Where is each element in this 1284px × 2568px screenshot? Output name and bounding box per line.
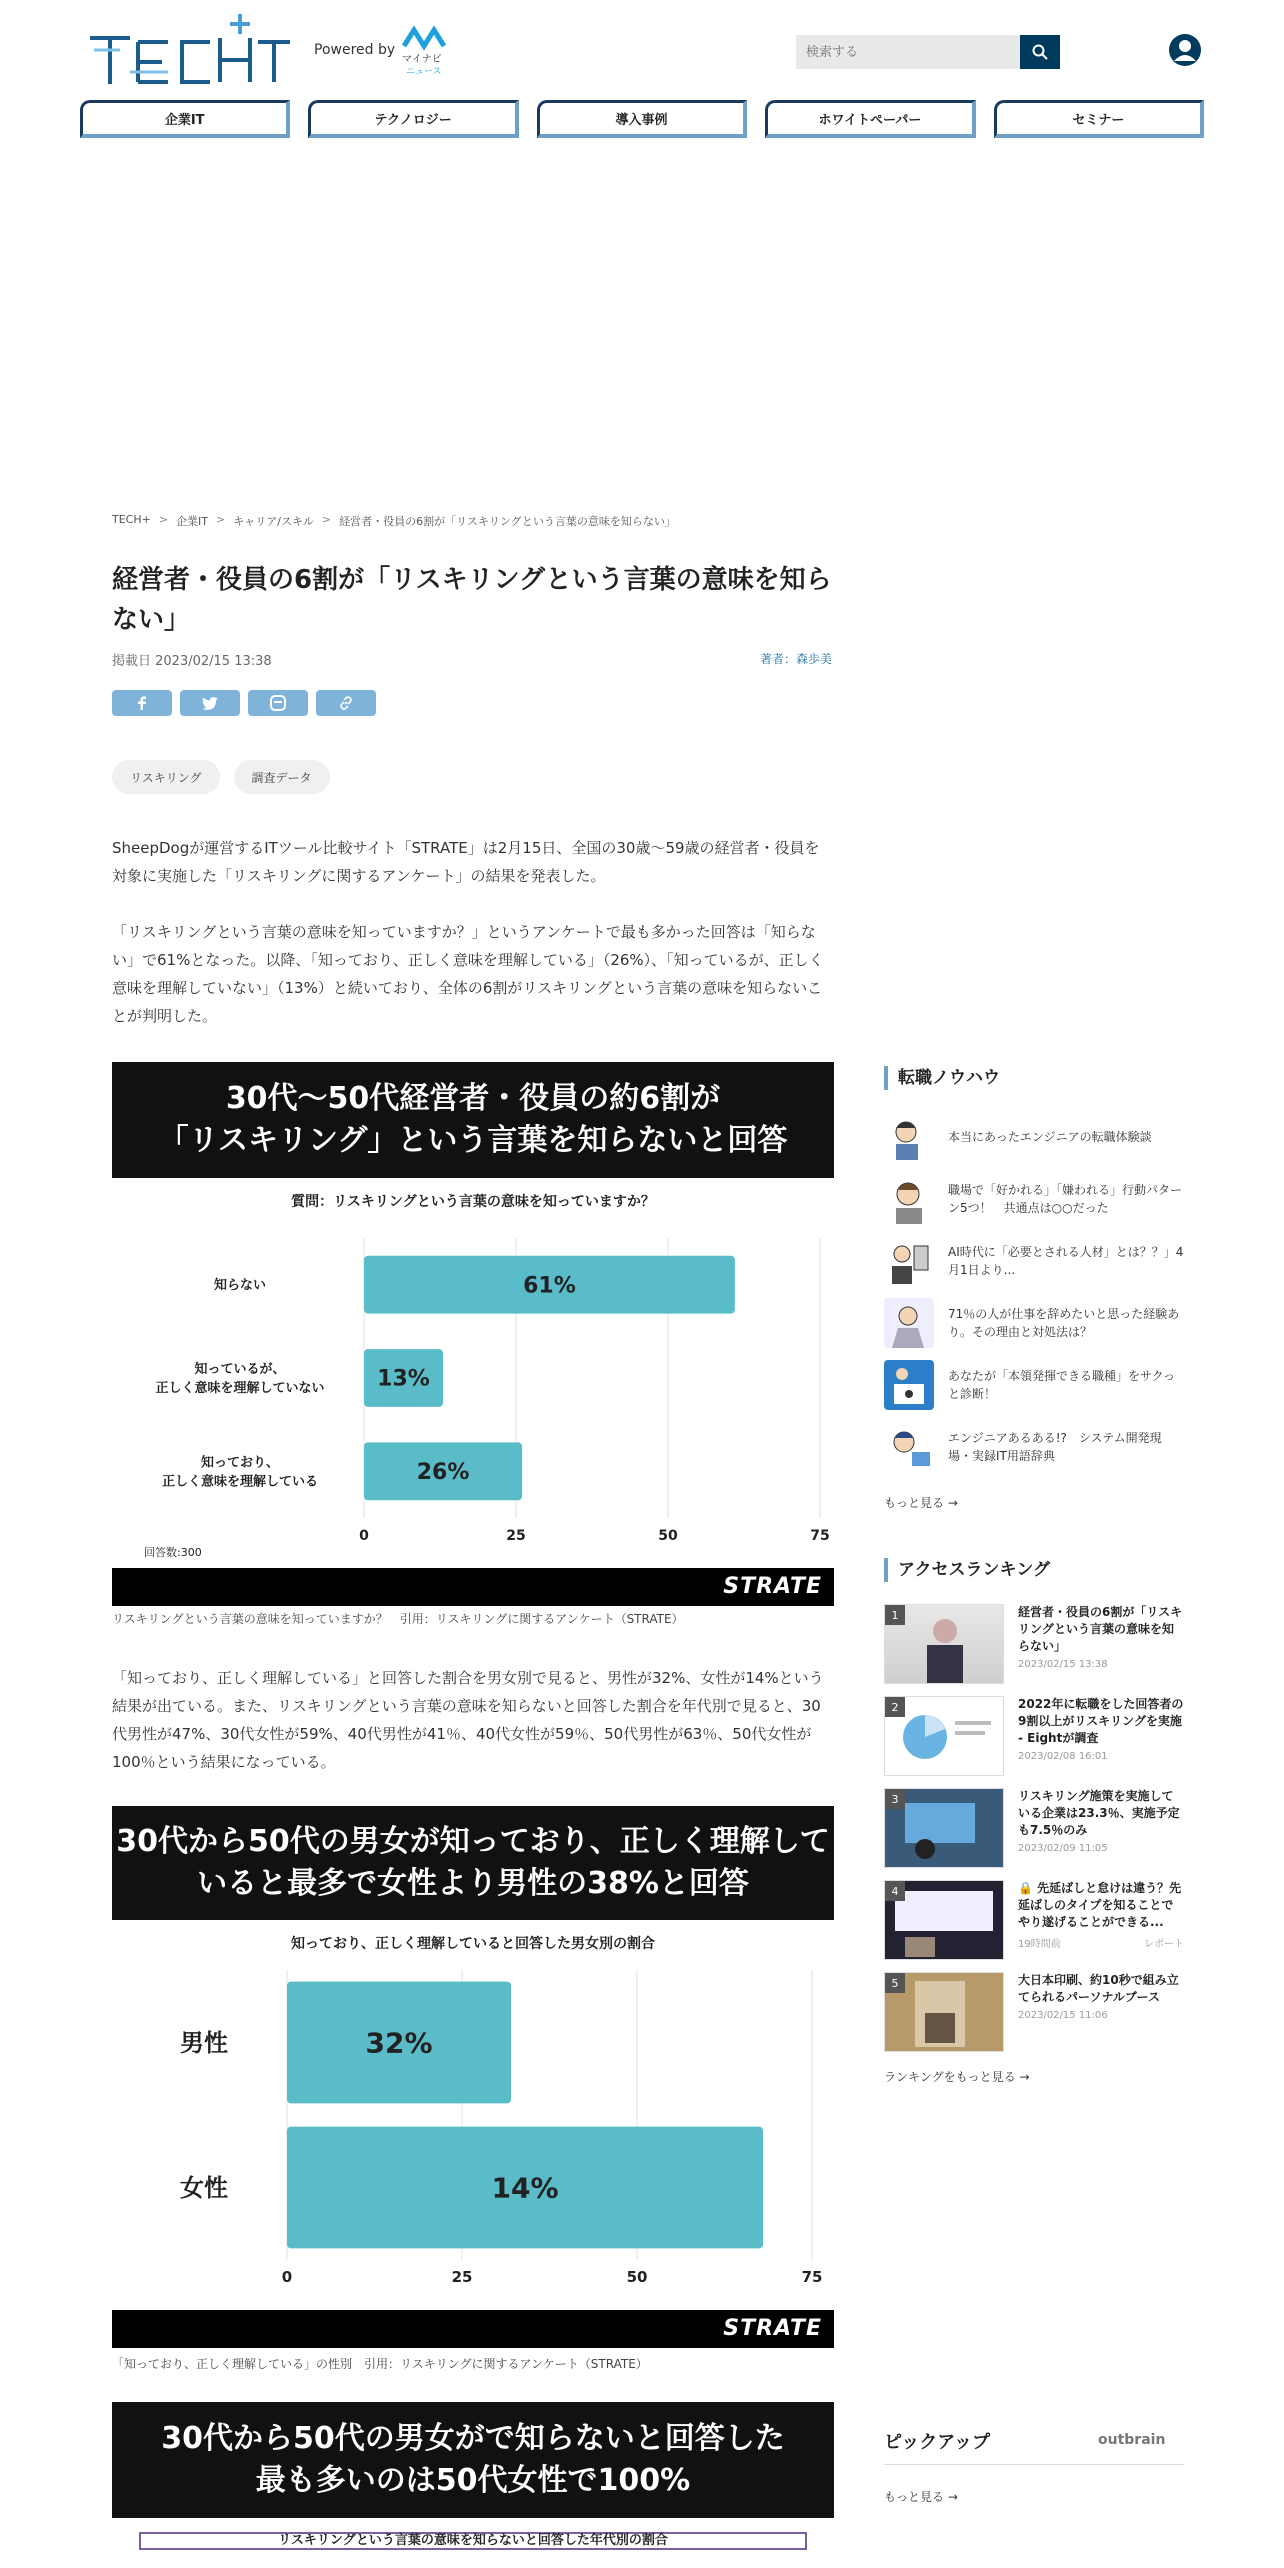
lock-icon: 🔒 [1018,1881,1033,1895]
figure-2-caption: 「知っており、正しく理解している」の性別 引用：リスキリングに関するアンケート（STRATE） [112,2357,648,2371]
diagnosis-illustration-icon [884,1360,934,1410]
access-ranking-list [884,1604,1184,2064]
breadcrumb-current: 経営者・役員の6割が「リスキリングという言葉の意味を知らない」 [339,515,676,528]
category-label: 知らない [213,1278,267,1294]
ranking-thumbnail: 5 [884,1972,1004,2052]
list-item[interactable]: エンジニアあるある!? システム開発現場・実録IT用語辞典 [884,1416,1184,1478]
strate-logo: STRATE [723,1574,822,1599]
pickup-heading: ピックアップ [884,2432,991,2453]
x-tick-label: 75 [810,1528,830,1544]
bar-value-label: 32% [365,2026,433,2060]
list-item[interactable]: 71％の人が仕事を辞めたいと思った経験あり。その理由と対処法は？ [884,1292,1184,1354]
strate-logo: STRATE [723,2316,822,2341]
ranking-more-link[interactable]: ランキングをもっと見る → [884,2070,1030,2084]
main-nav [80,100,1204,138]
user-account-icon[interactable] [1168,33,1202,67]
x-tick-label: 75 [801,2268,823,2286]
ranking-thumbnail: 1 [884,1604,1004,1684]
figure-3-headline: 30代から50代の男女がで知らないと回答した 最も多いのは50代女性で100% [112,2402,834,2518]
x-tick-label: 25 [506,1528,526,1544]
outbrain-logo[interactable]: outbrain [1098,2432,1166,2448]
list-item[interactable]: あなたが「本領発揮できる職種」をサクっと診断！ [884,1354,1184,1416]
category-label: 正しく意味を理解していない [155,1381,325,1397]
career-tips-list [884,1106,1184,1478]
ranking-item[interactable]: 3 リスキリング施策を実施している企業は23.3％、実施予定も7.5％のみ 2023/02/09 11:05 [884,1788,1184,1880]
tag-reskilling[interactable]: リスキリング [112,760,220,794]
nav-seminar[interactable]: セミナー [994,100,1204,138]
facebook-icon [137,696,147,710]
career-tips-heading: 転職ノウハウ [884,1066,1000,1090]
svg-text:ニュース: ニュース [406,67,442,77]
breadcrumb-home[interactable]: TECH+ [112,513,151,526]
svg-text:マイナビ: マイナビ [402,54,442,65]
chart-note: 回答数:300 [144,1546,202,1559]
figure-1 [112,1062,834,1606]
share-twitter-button[interactable] [180,690,240,716]
access-ranking-heading: アクセスランキング [884,1558,1050,1582]
arrow-right-icon: → [947,2490,958,2504]
category-label: 知っており、 [200,1455,280,1471]
ranking-thumbnail: 3 [884,1788,1004,1868]
career-tips-more-link[interactable]: もっと見る → [884,1496,958,1510]
article-paragraph-1: SheepDogが運営するITツール比較サイト「STRATE」は2月15日、全国の30歳〜59歳の経営者・役員を対象に実施した「リスキリングに関するアンケート」の結果を発表した。 [112,839,820,885]
list-item[interactable]: AI時代に「必要とされる人材」とは？？」4月1日より... [884,1230,1184,1292]
figure-3-subtitle: リスキリングという言葉の意味を知らないと回答した年代別の割合 [139,2532,807,2550]
arrow-right-icon: → [1019,2070,1030,2084]
chart-title: 知っており、正しく理解していると回答した男女別の割合 [291,1936,655,1952]
figure-1-headline: 30代〜50代経営者・役員の約6割が 「リスキリング」という言葉を知らないと回答 [112,1062,834,1178]
figure-1-footer [112,1568,834,1606]
bar-value-label: 26% [416,1460,470,1486]
breadcrumb: TECH+ > 企業IT > キャリア/スキル > 経営者・役員の6割が「リスキリングという言葉の意味を知らない」 [112,513,676,528]
copy-link-button[interactable] [316,690,376,716]
x-tick-label: 25 [451,2268,473,2286]
x-tick-label: 50 [658,1528,678,1544]
ai-illustration-icon [884,1236,934,1286]
ranking-thumbnail: 4 [884,1880,1004,1960]
search-button[interactable] [1020,35,1060,69]
share-line-button[interactable] [248,690,308,716]
figure-3 [112,2402,834,2568]
twitter-icon [202,697,218,710]
category-label: 男性 [180,2028,228,2057]
tired-worker-illustration-icon [884,1298,934,1348]
chart-understanding-by-gender [112,1920,834,2306]
powered-by-label: Powered by [314,42,396,58]
mynavi-news-logo[interactable] [400,26,450,78]
chart-reskilling-awareness [112,1178,834,1564]
category-label: 正しく意味を理解している [161,1474,319,1490]
share-buttons [112,690,376,716]
tech-plus-logo[interactable] [90,14,300,86]
x-tick-label: 50 [626,2268,648,2286]
figure-2-footer [112,2310,834,2348]
breadcrumb-enterprise-it[interactable]: 企業IT [176,515,209,528]
x-tick-label: 0 [281,2268,293,2286]
author-link[interactable]: 著者：森歩美 [760,652,833,666]
article-title: 経営者・役員の6割が「リスキリングという言葉の意味を知らない」 [112,565,832,635]
worker-illustration-icon [884,1174,934,1224]
engineer-illustration-icon [884,1112,934,1162]
search-icon [1032,44,1048,60]
ranking-item[interactable]: 2 2022年に転職をした回答者の9割以上がリスキリングを実施 - Eightが調査 2023/02/08 16:01 [884,1696,1184,1788]
ranking-item[interactable]: 5 大日本印刷、約10秒で組み立てられるパーソナルブース 2023/02/15 11:06 [884,1972,1184,2064]
nav-enterprise-it[interactable]: 企業IT [80,100,290,138]
report-badge: レポート [1144,1939,1184,1950]
chart-title: 質問：リスキリングという言葉の意味を知っていますか？ [291,1194,655,1210]
figure-2-headline: 30代から50代の男女が知っており、正しく理解して いると最多で女性より男性の38%と回答 [112,1806,834,1920]
bar-value-label: 13% [377,1366,430,1392]
article-paragraph-3: 「知っており、正しく理解している」と回答した割合を男女別で見ると、男性が32%、女性が14%という結果が出ている。また、リスキリングという言葉の意味を知らないと回答した割合を年代別で見ると、30代男性が47%、30代女性が59%、40代男性が41％、40代女性が59％、50代男性が63％、50代女性が100％という結果になっている。 [112,1669,824,1771]
list-item[interactable]: 職場で「好かれる」「嫌われる」行動パターン5つ！ 共通点は○○だった [884,1168,1184,1230]
nav-case-studies[interactable]: 導入事例 [537,100,747,138]
publish-date: 掲載日 2023/02/15 13:38 [112,654,272,669]
tag-survey-data[interactable]: 調査データ [234,760,330,794]
ranking-item[interactable]: 1 経営者・役員の6割が「リスキリングという言葉の意味を知らない」 2023/02/15 13:38 [884,1604,1184,1696]
breadcrumb-career[interactable]: キャリア/スキル [233,515,314,528]
figure-1-caption: リスキリングという言葉の意味を知っていますか？ 引用：リスキリングに関するアンケート（STRATE） [112,1612,684,1626]
search-box [796,35,1060,69]
link-icon [339,696,353,710]
x-tick-label: 0 [359,1528,369,1544]
nav-technology[interactable]: テクノロジー [308,100,518,138]
pickup-more-link[interactable]: もっと見る → [884,2490,958,2504]
figure-2 [112,1806,834,2348]
developer-illustration-icon [884,1422,934,1472]
arrow-right-icon: → [947,1496,958,1510]
ranking-item[interactable]: 4 🔒 先延ばしと怠けは違う？先延ばしのタイプを知ることでやり遂げることができる... 19時間前 レポート [884,1880,1184,1972]
category-label: 女性 [180,2173,228,2202]
category-label: 知っているが、 [194,1362,286,1378]
search-input[interactable] [796,35,1020,69]
nav-whitepaper[interactable]: ホワイトペーパー [765,100,975,138]
share-facebook-button[interactable] [112,690,172,716]
bar-value-label: 61% [523,1273,576,1299]
tag-list [112,760,330,794]
article-paragraph-2: 「リスキリングという言葉の意味を知っていますか？」というアンケートで最も多かった回答は「知らない」で61%となった。以降、「知っており、正しく意味を理解している」（26%）、「知っているが、正しく意味を理解していない」（13%）と続いており、全体の6割がリスキリングという言葉の意味を知らないことが判明した。 [112,923,824,1025]
site-header [0,0,1284,145]
ranking-thumbnail: 2 [884,1696,1004,1776]
divider [884,2464,1184,2465]
list-item[interactable]: 本当にあったエンジニアの転職体験談 [884,1106,1184,1168]
bar-value-label: 14% [491,2171,559,2205]
line-icon [270,695,286,711]
